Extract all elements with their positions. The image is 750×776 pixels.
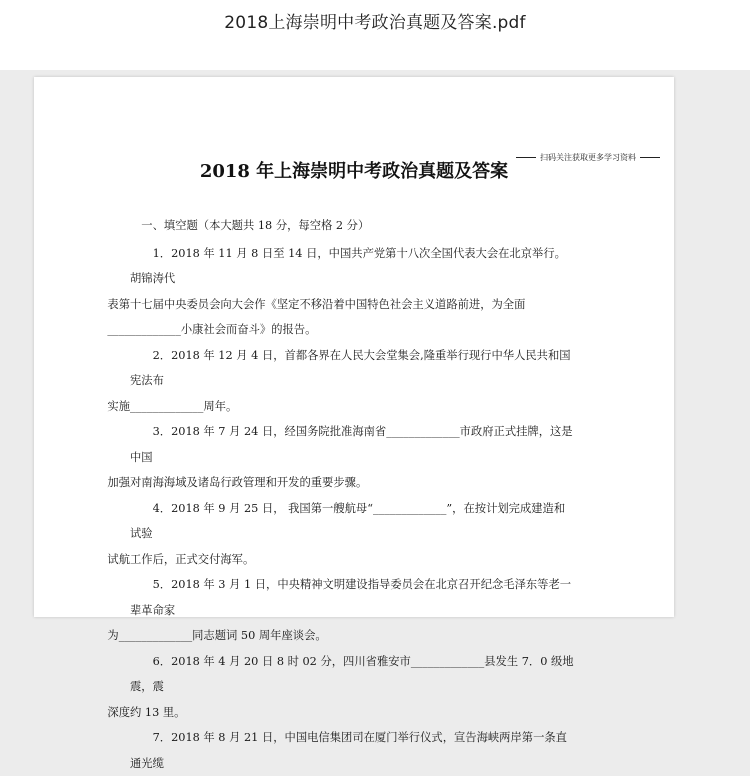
question-1-line-2: 表第十七届中央委员会向大会作《坚定不移沿着中国特色社会主义道路前进，为全面 bbox=[107, 297, 526, 311]
question-5-line-1: 5．2018 年 3 月 1 日，中央精神文明建设指导委员会在北京召开纪念毛泽东等老一辈革命家 bbox=[130, 578, 572, 617]
page-title: 2018 年上海崇明中考政治真题及答案 bbox=[199, 161, 509, 182]
header-note-text: 扫码关注获取更多学习资料 bbox=[540, 153, 636, 162]
page-body bbox=[107, 213, 576, 776]
question-3-line-2: 加强对南海海域及诸岛行政管理和开发的重要步骤。 bbox=[107, 476, 368, 489]
file-title: 2018上海崇明中考政治真题及答案.pdf bbox=[224, 13, 526, 33]
question-4 bbox=[107, 496, 576, 573]
question-2 bbox=[107, 343, 576, 420]
question-1 bbox=[107, 241, 576, 343]
question-6 bbox=[107, 649, 576, 726]
question-6-line-1: 6．2018 年 4 月 20 日 8 时 02 分，四川省雅安市_____________县发生 7．0 级地震，震 bbox=[130, 654, 574, 693]
question-3 bbox=[107, 419, 576, 496]
question-2-line-2: 实施_____________周年。 bbox=[107, 399, 238, 413]
question-2-line-1: 2．2018 年 12 月 4 日，首都各界在人民大会堂集会,隆重举行现行中华人民共和国宪法布 bbox=[130, 348, 571, 387]
question-5-line-2: 为_____________同志题词 50 周年座谈会。 bbox=[107, 629, 327, 642]
section-heading: 一、填空题（本大题共 18 分，每空格 2 分） bbox=[141, 219, 370, 232]
question-1-line-3: _____________小康社会而奋斗》的报告。 bbox=[107, 323, 317, 336]
question-6-line-2: 深度约 13 里。 bbox=[107, 705, 186, 719]
question-3-line-1: 3．2018 年 7 月 24 日，经国务院批准海南省_____________市政府正式挂牌，这是中国 bbox=[130, 425, 573, 464]
viewer-topbar bbox=[0, 0, 750, 70]
question-4-line-2: 试航工作后，正式交付海军。 bbox=[107, 552, 255, 566]
question-4-line-1: 4．2018 年 9 月 25 日， 我国第一艘航母“_____________”，在按计划完成建造和试验 bbox=[130, 501, 566, 540]
question-7-line-1: 7．2018 年 8 月 21 日，中国电信集团司在厦门举行仪式，宣告海峡两岸第一条直通光缆 bbox=[130, 731, 567, 770]
question-5 bbox=[107, 572, 576, 649]
question-1-line-1: 1．2018 年 11 月 8 日至 14 日，中国共产党第十八次全国代表大会在北京举行。胡锦涛代 bbox=[130, 246, 566, 285]
question-7 bbox=[130, 725, 576, 776]
pdf-page[interactable] bbox=[34, 77, 674, 770]
